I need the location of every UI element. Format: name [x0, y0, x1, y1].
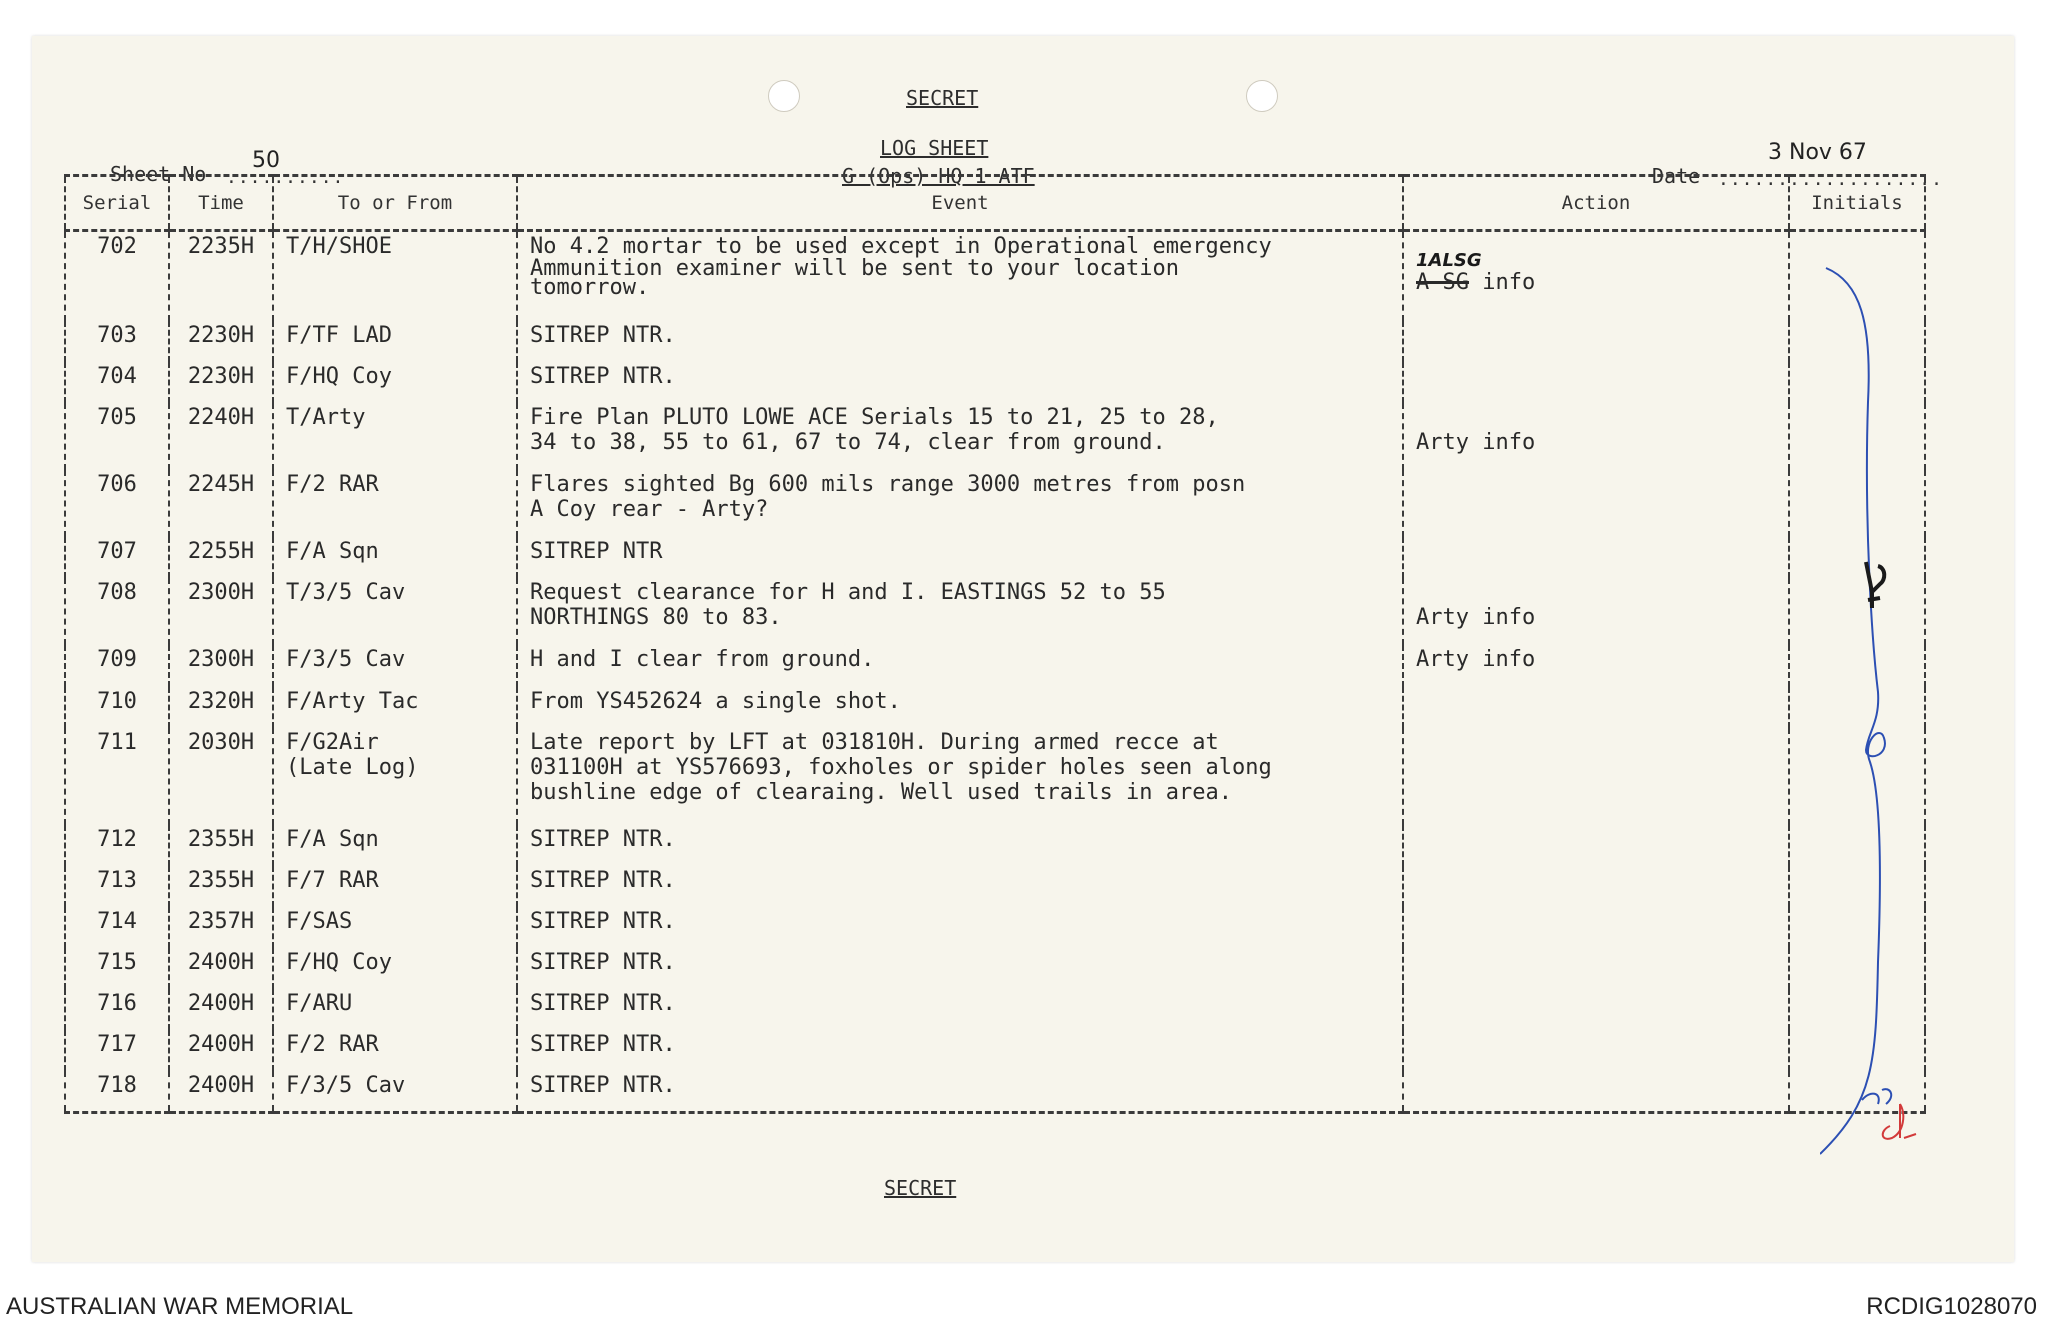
cell-serial: 705	[65, 403, 169, 470]
cell-event	[517, 231, 1403, 322]
cell-action	[1403, 470, 1789, 537]
cell-to-from: F/SAS	[273, 907, 517, 948]
event-line: From YS452624 a single shot.	[530, 688, 901, 714]
sheet-number-label: Sheet No	[110, 162, 207, 186]
cell-serial: 717	[65, 1030, 169, 1071]
cell-serial: 709	[65, 645, 169, 686]
cell-time: 2300H	[169, 645, 273, 686]
table-row	[65, 362, 1925, 403]
cell-to-from: T/3/5 Cav	[273, 578, 517, 645]
event-line: Request clearance for H and I. EASTINGS 52 to 55	[530, 580, 1166, 606]
action-text: Arty info	[1416, 647, 1536, 673]
date-dots: ...................	[1718, 169, 1943, 190]
cell-to-from: F/TF LAD	[273, 321, 517, 362]
event-line: SITREP NTR.	[530, 867, 676, 893]
event-line: tomorrow.	[530, 275, 650, 300]
cell-to-from: F/2 RAR	[273, 1030, 517, 1071]
cell-event	[517, 321, 1403, 362]
sheet-number-dots: ..........	[226, 167, 345, 188]
log-sheet-title: LOG SHEET	[880, 136, 989, 160]
table-row	[65, 1030, 1925, 1071]
event-line: Ammunition examiner will be sent to your location	[530, 256, 1180, 281]
table-row	[65, 403, 1925, 470]
cell-event	[517, 989, 1403, 1030]
event-line: SITREP NTR.	[530, 991, 676, 1017]
cell-event	[517, 645, 1403, 686]
cell-to-from: F/A Sqn	[273, 537, 517, 578]
cell-action	[1403, 578, 1789, 645]
cell-time: 2300H	[169, 578, 273, 645]
cell-time: 2320H	[169, 687, 273, 728]
table-row	[65, 989, 1925, 1030]
cell-action	[1403, 948, 1789, 989]
cell-event	[517, 728, 1403, 825]
cell-event	[517, 1030, 1403, 1071]
col-header-action: Action	[1403, 176, 1789, 231]
cell-serial: 704	[65, 362, 169, 403]
cell-event	[517, 362, 1403, 403]
cell-time: 2400H	[169, 1030, 273, 1071]
event-line: SITREP NTR.	[530, 1073, 676, 1099]
cell-action	[1403, 825, 1789, 866]
table-row	[65, 231, 1925, 322]
cell-action	[1403, 687, 1789, 728]
event-line: 031100H at YS576693, foxholes or spider holes seen along	[530, 754, 1272, 780]
cell-to-from: F/HQ Coy	[273, 948, 517, 989]
table-row	[65, 1071, 1925, 1112]
cell-action	[1403, 362, 1789, 403]
cell-serial: 713	[65, 866, 169, 907]
sheet-number-value: 50	[252, 148, 280, 173]
action-text: info	[1482, 270, 1536, 295]
cell-action	[1403, 231, 1789, 322]
table-row	[65, 537, 1925, 578]
cell-serial: 715	[65, 948, 169, 989]
cell-time: 2357H	[169, 907, 273, 948]
cell-event	[517, 1071, 1403, 1112]
cell-to-from: F/A Sqn	[273, 825, 517, 866]
cell-event	[517, 403, 1403, 470]
cell-to-from: F/HQ Coy	[273, 362, 517, 403]
event-line: 34 to 38, 55 to 61, 67 to 74, clear from ground.	[530, 430, 1166, 456]
cell-time: 2230H	[169, 362, 273, 403]
cell-action	[1403, 1071, 1789, 1112]
cell-event	[517, 687, 1403, 728]
cell-event	[517, 825, 1403, 866]
col-header-event: Event	[517, 176, 1403, 231]
event-line: SITREP NTR.	[530, 364, 676, 390]
cell-event	[517, 907, 1403, 948]
table-row	[65, 578, 1925, 645]
cell-serial: 708	[65, 578, 169, 645]
cell-serial: 706	[65, 470, 169, 537]
cell-serial: 711	[65, 728, 169, 825]
action-text: Arty info	[1416, 430, 1536, 456]
cell-time: 2355H	[169, 866, 273, 907]
footer-document-id: RCDIG1028070	[1866, 1293, 2037, 1320]
table-row	[65, 948, 1925, 989]
cell-time: 2240H	[169, 403, 273, 470]
classification-top: SECRET	[906, 86, 979, 110]
initials-bracket-ink	[1820, 262, 1924, 1162]
cell-serial: 710	[65, 687, 169, 728]
table-row	[65, 687, 1925, 728]
cell-action	[1403, 321, 1789, 362]
event-line: Flares sighted Bg 600 mils range 3000 metres from posn	[530, 472, 1246, 498]
table-header-row	[65, 176, 1925, 231]
event-line: SITREP NTR.	[530, 826, 676, 852]
unit-title: G (Ops) HQ 1 ATF	[842, 164, 1035, 188]
event-line: H and I clear from ground.	[530, 647, 875, 673]
col-header-initials: Initials	[1789, 176, 1925, 231]
struck-action: A SG	[1416, 270, 1469, 295]
cell-time: 2355H	[169, 825, 273, 866]
footer-attribution: AUSTRALIAN WAR MEMORIAL	[6, 1293, 354, 1320]
cell-time: 2255H	[169, 537, 273, 578]
log-table	[64, 174, 1926, 1114]
cell-to-from: F/3/5 Cav	[273, 1071, 517, 1112]
cell-to-from: T/Arty	[273, 403, 517, 470]
handwritten-action: 1ALSG	[1416, 250, 1482, 271]
table-row	[65, 645, 1925, 686]
cell-action	[1403, 907, 1789, 948]
cell-time: 2400H	[169, 948, 273, 989]
event-line: Fire Plan PLUTO LOWE ACE Serials 15 to 21, 25 to 28,	[530, 405, 1219, 431]
col-header-time: Time	[169, 176, 273, 231]
action-text: Arty info	[1416, 605, 1536, 631]
cell-to-from: F/7 RAR	[273, 866, 517, 907]
cell-time: 2400H	[169, 989, 273, 1030]
cell-event	[517, 537, 1403, 578]
event-line: Late report by LFT at 031810H. During armed recce at	[530, 729, 1219, 755]
cell-time: 2400H	[169, 1071, 273, 1112]
cell-action	[1403, 1030, 1789, 1071]
event-line: NORTHINGS 80 to 83.	[530, 605, 782, 631]
cell-to-from: F/ARU	[273, 989, 517, 1030]
table-row	[65, 866, 1925, 907]
event-line: No 4.2 mortar to be used except in Operational emergency	[530, 234, 1272, 259]
cell-event	[517, 578, 1403, 645]
cell-time: 2235H	[169, 231, 273, 322]
cell-to-from: F/2 RAR	[273, 470, 517, 537]
cell-serial: 707	[65, 537, 169, 578]
classification-bottom: SECRET	[884, 1176, 957, 1200]
cell-to-from: F/Arty Tac	[273, 687, 517, 728]
cell-event	[517, 948, 1403, 989]
cell-serial: 714	[65, 907, 169, 948]
punch-hole-right	[1246, 80, 1278, 112]
cell-serial: 716	[65, 989, 169, 1030]
table-row	[65, 470, 1925, 537]
cell-action	[1403, 728, 1789, 825]
cell-serial: 718	[65, 1071, 169, 1112]
date-label: Date	[1652, 164, 1701, 188]
event-line: SITREP NTR.	[530, 1032, 676, 1058]
cell-action	[1403, 403, 1789, 470]
col-header-serial: Serial	[65, 176, 169, 231]
cell-action	[1403, 645, 1789, 686]
cell-time: 2030H	[169, 728, 273, 825]
event-line: SITREP NTR.	[530, 908, 676, 934]
date-value: 3 Nov 67	[1768, 140, 1867, 165]
table-row	[65, 728, 1925, 825]
cell-to-from: T/H/SHOE	[273, 231, 517, 322]
table-row	[65, 907, 1925, 948]
log-table-body	[65, 231, 1925, 1113]
punch-hole-left	[768, 80, 800, 112]
event-line: SITREP NTR.	[530, 950, 676, 976]
cell-time: 2230H	[169, 321, 273, 362]
cell-to-from: F/3/5 Cav	[273, 645, 517, 686]
table-row	[65, 825, 1925, 866]
cell-action	[1403, 866, 1789, 907]
cell-action	[1403, 537, 1789, 578]
cell-time: 2245H	[169, 470, 273, 537]
cell-event	[517, 866, 1403, 907]
event-line: SITREP NTR	[530, 539, 663, 565]
cell-to-from: F/G2Air (Late Log)	[273, 728, 517, 825]
cell-action	[1403, 989, 1789, 1030]
col-header-to-from: To or From	[273, 176, 517, 231]
cell-serial: 702	[65, 231, 169, 322]
cell-serial: 703	[65, 321, 169, 362]
event-line: SITREP NTR.	[530, 323, 676, 349]
cell-event	[517, 470, 1403, 537]
cell-serial: 712	[65, 825, 169, 866]
event-line: A Coy rear - Arty?	[530, 497, 769, 523]
table-row	[65, 321, 1925, 362]
event-line: bushline edge of clearaing. Well used trails in area.	[530, 779, 1232, 805]
action-annotation	[1416, 252, 1776, 295]
